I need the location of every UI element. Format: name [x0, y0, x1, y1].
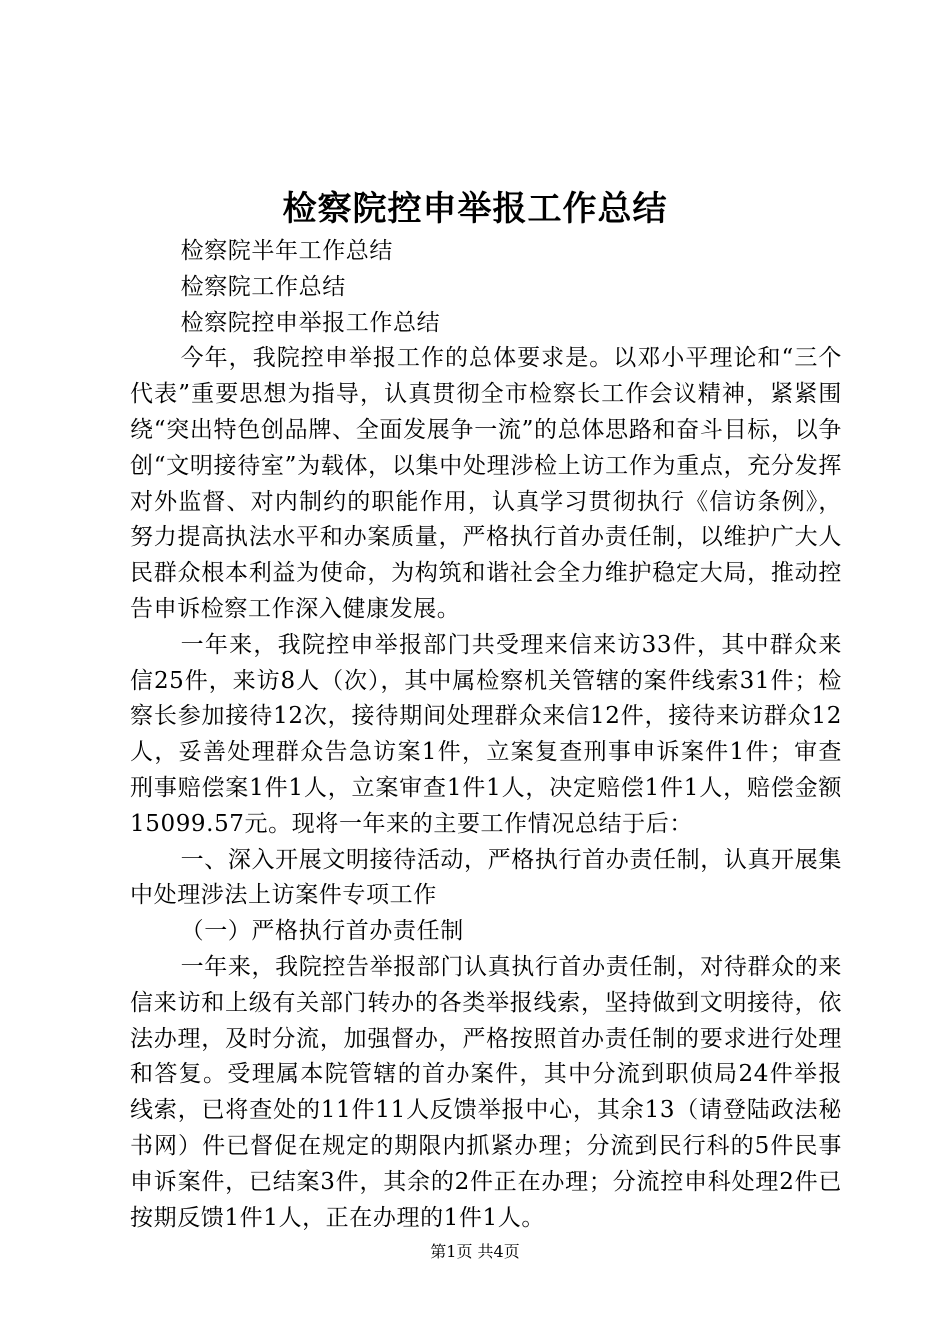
paragraph-6: 一年来，我院控告举报部门认真执行首办责任制，对待群众的来信来访和上级有关部门转办的各类举报线索，坚持做到文明接待，依法办理，及时分流，加强督办，严格按照首办责任制的要求进行处理和答复。受理属本院管辖的首办案件，其中分流到职侦局24件举报线索，已将查处的11件11人反馈举报中心，其余13（请登陆政法秘书网）件已督促在规定的期限内抓紧办理；分流到民行科的5件民事申诉案件，已结案3件，其余的2件正在办理；分流控申科处理2件已按期反馈1件1人，正在办理的1件1人。	[130, 953, 842, 1231]
document-title: 检察院控申举报工作总结	[282, 189, 668, 229]
paragraph-4: 今年，我院控申举报工作的总体要求是。以邓小平理论和“三个代表”重要思想为指导，认真贯彻全市检察长工作会议精神，紧紧围绕“突出特色创品牌、全面发展争一流”的总体思路和奋斗目标，以争创“文明接待室”为载体，以集中处理涉检上访工作为重点，充分发挥对外监督、对内制约的职能作用，认真学习贯彻执行《信访条例》，努力提高执法水平和办案质量，严格执行首办责任制，以维护广大人民群众根本利益为使命，为构筑和谐社会全力维护稳定大局，推动控告申诉检察工作深入健康发展。	[130, 345, 842, 622]
paragraph-2: 检察院工作总结	[180, 273, 346, 300]
page-number-footer: 第1页 共4页	[430, 1242, 520, 1261]
paragraph-1: 检察院半年工作总结	[180, 238, 393, 264]
document-body	[130, 234, 842, 1236]
subsection-heading-1: （一）严格执行首办责任制	[180, 918, 464, 945]
paragraph-3: 检察院控申举报工作总结	[180, 309, 441, 336]
paragraph-5: 一年来，我院控申举报部门共受理来信来访33件，其中群众来信25件，来访8人（次），其中属检察机关管辖的案件线索31件；检察长参加接待12次，接待期间处理群众来信12件，接待来访群众12人，妥善处理群众告急访案1件，立案复查刑事申诉案件1件；审查刑事赔偿案1件1人，立案审查1件1人，决定赔偿1件1人，赔偿金额15099.57元。现将一年来的主要工作情况总结于后：	[130, 631, 842, 837]
section-heading-1: 一、深入开展文明接待活动，严格执行首办责任制，认真开展集中处理涉法上访案件专项工作	[130, 846, 842, 909]
